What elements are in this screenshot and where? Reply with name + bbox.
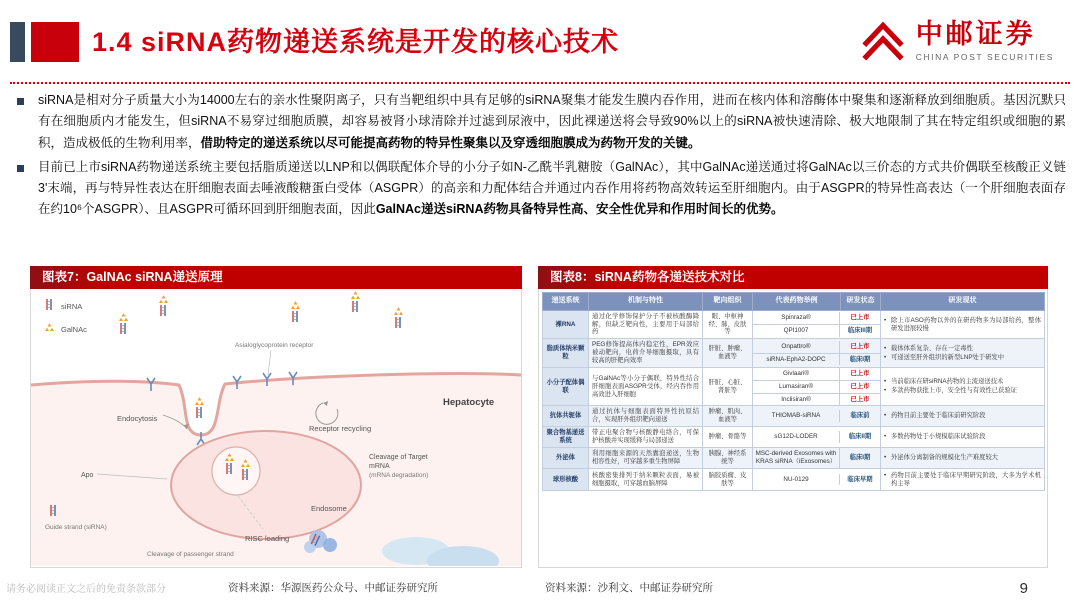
figure7-panel: [30, 266, 522, 568]
cell-drugs: [753, 468, 881, 491]
table-row: [543, 367, 1045, 406]
status-note: • 多数药物处于小规模临床试验阶段: [884, 433, 1041, 441]
endocytosis-label: Endocytosis: [117, 414, 158, 423]
risc-loading-label: RISC loading: [245, 534, 290, 543]
drug-stage: 临床II期: [848, 433, 872, 441]
cleavage-passenger-label: Cleavage of passenger strand: [147, 551, 234, 558]
drug-name: MSC-derived Exosomes with KRAS siRNA（iExosomes）: [753, 448, 840, 468]
drug-stage: 临床前: [850, 412, 870, 420]
cell-drugs: [753, 427, 881, 448]
drug-name: THIOMAB-siRNA: [753, 410, 840, 422]
delivery-table-body: [543, 310, 1045, 491]
cell-status-notes: [881, 447, 1045, 468]
bullet-sirna-properties: [14, 90, 1066, 154]
asgpr-label: Asialoglycoprotein receptor: [235, 342, 314, 349]
drug-stage: 已上市: [850, 314, 870, 322]
drug-name: Inclisiran®: [753, 394, 840, 406]
table-row: [543, 310, 1045, 339]
figure8-body: [538, 289, 1048, 568]
drug-entry: [753, 381, 880, 394]
drug-entry: [753, 341, 880, 354]
column-header: 研发现状: [881, 293, 1045, 311]
cell-mechanism: PEG修饰提高体内稳定性，EPR效应被动靶向，电荷介导细胞摄取，具有较高的肝靶向效率: [589, 339, 703, 368]
brand-logo: [858, 16, 1054, 66]
drug-entry: [753, 325, 880, 337]
figure7-title-bar: 图表7：GalNAc siRNA递送原理: [30, 266, 522, 289]
header-accent-dark-block: [10, 22, 25, 62]
header-divider: [10, 82, 1070, 84]
column-header: 机制与特性: [589, 293, 703, 311]
source-note-right: 资料来源：沙利文、中邮证券研究所: [545, 582, 713, 594]
cleavage-target-label-1: Cleavage of Target: [369, 454, 428, 461]
page-header: [0, 14, 1080, 78]
table-row: [543, 468, 1045, 491]
bullet-2-bold-text: GalNAc递送siRNA药物具备特异性高、安全性优异和作用时间长的优势。: [375, 202, 784, 217]
cell-target-tissue: 肿瘤、肌肉、血液等: [703, 406, 753, 427]
cell-status-notes: [881, 367, 1045, 406]
cell-mechanism: 通过化学修饰保护分子不被核酸酶降解，但缺乏靶向性，主要用于局部给药: [589, 310, 703, 339]
status-note: • 药物目前主要处于临床前研究阶段: [884, 412, 1041, 420]
figure8-panel: [538, 266, 1048, 568]
status-note: • 当前临床在研siRNA药物的主流递送技术: [884, 378, 1041, 386]
drug-entry: [753, 354, 880, 366]
drug-name: QPI1007: [753, 325, 840, 337]
apo-label: Apo: [81, 472, 94, 479]
bullet-2-normal-text: 目前已上市siRNA药物递送系统主要包括脂质递送以LNP和以偶联配体介导的小分子如N-乙酰半乳糖胺（GalNAc），其中GalNAc递送通过将GalNAc以三价态的方式共价偶联至核酸正义链3'末端，再与特异性表达在肝细胞表面去唾液酸糖蛋白受体（ASGPR）的高亲和力配体结合并通过内吞作用将药物高效转运至肝细胞内。由于ASGPR的特异性高表达（一个肝细胞表面存在约10⁶个ASGPR）、且ASGPR可循环回到肝细胞表面，因此: [38, 159, 1066, 217]
cell-status-notes: [881, 427, 1045, 448]
cleavage-target-label-2: mRNA: [369, 463, 390, 470]
header-accent-red-block: [31, 22, 79, 62]
cell-target-tissue: 胰腺、神经系统等: [703, 447, 753, 468]
drug-entry: [753, 448, 880, 468]
vesicle-shape: [212, 447, 260, 495]
brand-name-cn: 中邮证券: [915, 19, 1036, 50]
footer-disclaimer: 请务必阅读正文之后的免责条款部分: [6, 584, 166, 595]
cell-drugs: [753, 339, 881, 368]
cell-drugs: [753, 447, 881, 468]
bullet-1-normal-text: siRNA是相对分子质量大小为14000左右的亲水性聚阴离子，只有当靶组织中具有足够的siRNA聚集才能发生膜内吞作用，进而在核内体和溶酶体中聚集和逐渐释放到细胞质。基因沉默只有在细胞质内才能发生，但siRNA不易穿过细胞质膜，却容易被肾小球清除并过滤到尿液中，因此裸递送将会导致90%以上的siRNA被快速清除、极大地限制了其在特定组织或细胞的累积，造成极低的生物利用率，: [38, 93, 1066, 150]
legend-sirna-label: siRNA: [61, 302, 83, 311]
drug-name: sG12D-LODER: [753, 431, 840, 443]
hepatocyte-label: Hepatocyte: [443, 397, 495, 408]
drug-name: Spinraza®: [753, 312, 840, 324]
galnac-delivery-diagram: [31, 289, 521, 566]
cleavage-target-label-3: (mRNA degradation): [369, 472, 429, 479]
guide-strand-label: Guide strand (siRNA): [45, 524, 107, 531]
cell-status-notes: [881, 406, 1045, 427]
drug-stage: 已上市: [850, 369, 870, 377]
cell-delivery-system: 外泌体: [543, 447, 589, 468]
brand-name-en: CHINA POST SECURITIES: [915, 51, 1054, 62]
status-note: • 载体体系复杂、存在一定毒性: [884, 345, 1041, 353]
drug-stage: 临床III期: [847, 327, 873, 335]
bullet-1-bold-text: 借助特定的递送系统以尽可能提高药物的特异性聚集以及穿透细胞膜成为药物开发的关键。: [200, 135, 701, 150]
cell-target-tissue: 肿瘤、骨骼等: [703, 427, 753, 448]
drug-stage: 临床I期: [849, 453, 871, 461]
drug-entry: [753, 368, 880, 381]
legend-galnac-label: GalNAc: [61, 325, 87, 334]
bullet-galnac-delivery: [14, 157, 1066, 221]
drug-entry: [753, 410, 880, 422]
china-post-emblem-icon: [858, 16, 908, 66]
cell-delivery-system: 脂质体纳米颗粒: [543, 339, 589, 368]
cell-status-notes: [881, 468, 1045, 491]
brand-text: [916, 20, 1054, 62]
cell-mechanism: 通过抗体与细胞表面特异性抗原结合，实现肝外组织靶向递送: [589, 406, 703, 427]
source-note-left: 资料来源：华源医药公众号、中邮证券研究所: [228, 582, 438, 594]
page-number: 9: [1019, 580, 1028, 597]
cell-mechanism: 利用细胞来源的天然囊泡递送，生物相容性好，可穿越多重生物屏障: [589, 447, 703, 468]
figure8-title-bar: 图表8：siRNA药物各递送技术对比: [538, 266, 1048, 289]
status-note: • 除上市ASO药物以外的在研药物多为局部给药，整体研发进展较慢: [884, 317, 1041, 333]
cell-target-tissue: 眼、中枢神经、肺、皮肤等: [703, 310, 753, 339]
column-header: 代表药物举例: [753, 293, 841, 311]
endosome-label: Endosome: [311, 504, 347, 513]
cell-mechanism: 带正电聚合物与核酸静电络合，可保护核酸并实现缓释与局部递送: [589, 427, 703, 448]
drug-stage: 临床I期: [849, 355, 871, 363]
table-row: [543, 427, 1045, 448]
status-note: • 多款药物获批上市，安全性与有效性已获验证: [884, 387, 1041, 395]
cell-delivery-system: 聚合物基递送系统: [543, 427, 589, 448]
column-header: 递送系统: [543, 293, 589, 311]
cell-drugs: [753, 310, 881, 339]
cell-mechanism: 核酸密集排列于纳米颗粒表面，易被细胞摄取，可穿越血脑屏障: [589, 468, 703, 491]
cell-status-notes: [881, 310, 1045, 339]
drug-stage: 已上市: [850, 382, 870, 390]
cell-drugs: [753, 367, 881, 406]
cell-target-tissue: 脑胶质瘤、皮肤等: [703, 468, 753, 491]
drug-entry: [753, 312, 880, 325]
table-row: [543, 339, 1045, 368]
body-text: [14, 90, 1066, 224]
figure7-body: [30, 289, 522, 568]
status-note: • 可递送至肝外组织的新型LNP处于研发中: [884, 354, 1041, 362]
drug-name: Givlaari®: [753, 368, 840, 380]
cell-delivery-system: 抗体共轭体: [543, 406, 589, 427]
cell-delivery-system: 裸RNA: [543, 310, 589, 339]
drug-stage: 已上市: [850, 342, 870, 350]
cell-drugs: [753, 406, 881, 427]
drug-name: Lumasiran®: [753, 381, 840, 393]
column-header: 靶向组织: [703, 293, 753, 311]
column-header: 研发状态: [841, 293, 881, 311]
status-note: • 药物目前主要处于临床早期研究阶段，大多为学术机构主导: [884, 472, 1041, 488]
cell-target-tissue: 肝脏、肿瘤、血液等: [703, 339, 753, 368]
drug-stage: 已上市: [850, 395, 870, 403]
endosome-shape: [171, 431, 361, 539]
diagram-legend: [45, 299, 87, 334]
cell-target-tissue: 肝脏、心脏、肾脏等: [703, 367, 753, 406]
cell-delivery-system: 球形核酸: [543, 468, 589, 491]
drug-name: siRNA-EphA2-DOPC: [753, 354, 840, 366]
drug-stage: 临床早期: [847, 475, 873, 483]
drug-name: NU-0129: [753, 474, 840, 486]
drug-entry: [753, 394, 880, 406]
cell-mechanism: 与GalNAc等小分子偶联，特异性结合肝细胞表面ASGPR受体，经内吞作用高效进入肝细胞: [589, 367, 703, 406]
cell-delivery-system: 小分子配体偶联: [543, 367, 589, 406]
table-header-row: [543, 293, 1045, 311]
cell-status-notes: [881, 339, 1045, 368]
page-title: 1.4 siRNA药物递送系统是开发的核心技术: [92, 27, 620, 57]
delivery-comparison-table: [542, 292, 1045, 491]
drug-entry: [753, 431, 880, 443]
status-note: • 外泌体分离制备的规模化生产难度较大: [884, 454, 1041, 462]
drug-name: Onpattro®: [753, 341, 840, 353]
table-row: [543, 406, 1045, 427]
receptor-recycling-label: Receptor recycling: [309, 424, 372, 433]
table-row: [543, 447, 1045, 468]
drug-entry: [753, 474, 880, 486]
